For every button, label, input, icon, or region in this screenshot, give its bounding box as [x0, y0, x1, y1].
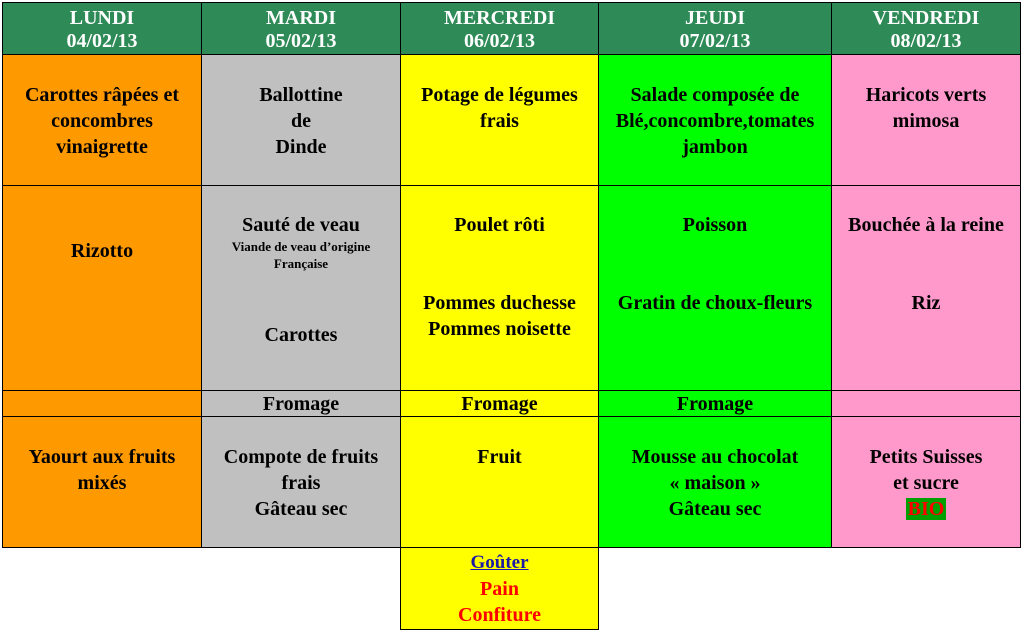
entree-line: de — [291, 110, 311, 132]
dessert-mercredi — [400, 416, 599, 548]
plat-main: Bouchée à la reine — [848, 214, 1004, 236]
header-mardi — [201, 2, 401, 55]
entree-line: Blé,concombre,tomates — [615, 110, 815, 132]
plat-jeudi — [598, 185, 832, 391]
plat-note: Française — [273, 256, 329, 271]
dessert-line: mixés — [77, 472, 127, 494]
header-lundi — [2, 2, 202, 55]
header-vendredi — [831, 2, 1021, 55]
entree-line: Carottes râpées et — [24, 84, 179, 106]
plat-side: Pommes noisette — [428, 318, 571, 340]
entree-line: jambon — [682, 136, 748, 158]
plat-mardi — [201, 185, 401, 391]
fromage-label: Fromage — [676, 393, 754, 415]
plat-side: Gratin de choux-fleurs — [617, 292, 813, 314]
gouter-title: Goûter — [470, 552, 529, 573]
dessert-jeudi — [598, 416, 832, 548]
dessert-line: Mousse au chocolat — [631, 446, 799, 468]
day-name: JEUDI — [684, 7, 745, 29]
header-jeudi — [598, 2, 832, 55]
dessert-line: Gâteau sec — [254, 498, 348, 520]
entree-line: concombres — [51, 110, 153, 132]
dessert-line: Yaourt aux fruits — [28, 446, 176, 468]
plat-main: Poulet rôti — [454, 214, 545, 236]
entree-line: Dinde — [275, 136, 327, 158]
plat-side: Carottes — [264, 324, 338, 346]
dessert-line: Gâteau sec — [668, 498, 762, 520]
gouter-item: Pain — [480, 578, 519, 600]
entree-line: mimosa — [892, 110, 960, 132]
gouter-item: Confiture — [458, 604, 541, 626]
plat-side: Riz — [911, 292, 941, 314]
dessert-line: frais — [281, 472, 321, 494]
entree-mardi — [201, 54, 401, 186]
plat-mercredi — [400, 185, 599, 391]
day-name: MARDI — [266, 7, 336, 29]
entree-lundi — [2, 54, 202, 186]
entree-line: vinaigrette — [56, 136, 148, 158]
entree-line: Potage de légumes — [421, 84, 578, 106]
entree-jeudi — [598, 54, 832, 186]
day-name: MERCREDI — [443, 7, 556, 29]
entree-line: frais — [480, 110, 519, 132]
fromage-label: Fromage — [461, 393, 538, 415]
day-date: 07/02/13 — [679, 30, 751, 52]
dessert-line: Petits Suisses — [869, 446, 983, 468]
fromage-mercredi — [400, 390, 599, 417]
dessert-line: « maison » — [669, 472, 761, 494]
day-date: 06/02/13 — [463, 30, 536, 52]
fromage-lundi — [2, 390, 202, 417]
entree-line: Ballottine — [259, 84, 343, 106]
fromage-mardi — [201, 390, 401, 417]
bio-badge: BIO — [907, 498, 945, 520]
dessert-line: Fruit — [477, 446, 522, 468]
plat-note: Viande de veau d’origine — [231, 239, 371, 254]
entree-line: Haricots verts — [865, 84, 987, 106]
plat-lundi — [2, 185, 202, 391]
gouter-line — [401, 549, 598, 576]
fromage-label: Fromage — [262, 393, 340, 415]
day-name: VENDREDI — [872, 7, 980, 29]
day-date: 04/02/13 — [66, 30, 138, 52]
fromage-vendredi — [831, 390, 1021, 417]
dessert-line: et sucre — [893, 472, 959, 494]
dessert-vendredi — [831, 416, 1021, 548]
bio-badge-line — [832, 496, 1020, 522]
gouter-mercredi — [400, 547, 599, 630]
plat-main: Sauté de veau — [242, 214, 360, 236]
fromage-jeudi — [598, 390, 832, 417]
entree-line: Salade composée de — [630, 84, 800, 106]
entree-mercredi — [400, 54, 599, 186]
header-mercredi — [400, 2, 599, 55]
entree-vendredi — [831, 54, 1021, 186]
plat-main: Rizotto — [70, 240, 134, 262]
plat-vendredi — [831, 185, 1021, 391]
day-name: LUNDI — [69, 7, 135, 29]
day-date: 08/02/13 — [890, 30, 962, 52]
dessert-line: Compote de fruits — [223, 446, 379, 468]
plat-side: Pommes duchesse — [423, 292, 576, 314]
dessert-mardi — [201, 416, 401, 548]
day-date: 05/02/13 — [265, 30, 337, 52]
plat-main: Poisson — [682, 214, 748, 236]
dessert-lundi — [2, 416, 202, 548]
